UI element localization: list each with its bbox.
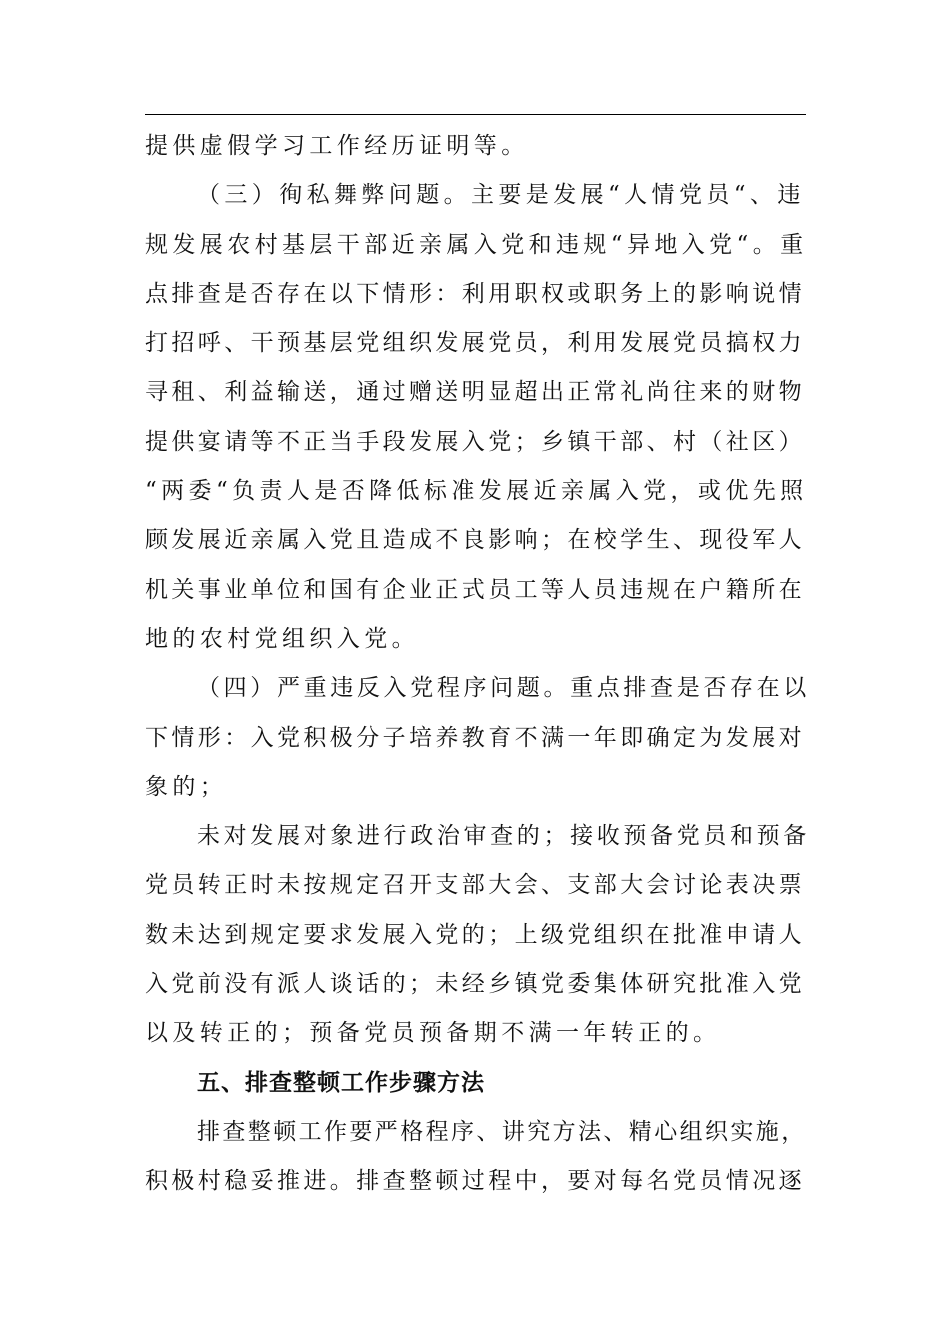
text-line: 数未达到规定要求发展入党的；上级党组织在批准申请人 [145, 921, 805, 948]
text-line: 顾发展近亲属入党且造成不良影响；在校学生、现役军人 [145, 527, 805, 554]
text-line: 打招呼、干预基层党组织发展党员，利用发展党员搞权力 [145, 330, 805, 357]
text-line: 入党前没有派人谈话的；未经乡镇党委集体研究批准入党 [145, 971, 805, 998]
text-line: 象的； [145, 773, 228, 800]
text-line: 寻租、利益输送，通过赠送明显超出正常礼尚往来的财物 [145, 379, 805, 406]
section-heading: 五、排查整顿工作步骤方法 [197, 1069, 485, 1096]
text-line: 规发展农村基层干部近亲属入党和违规“异地入党“。重 [145, 231, 808, 258]
text-line: 提供虚假学习工作经历证明等。 [145, 133, 529, 159]
header-rule [145, 114, 806, 115]
text-line: 点排查是否存在以下情形：利用职权或职务上的影响说情 [145, 280, 805, 307]
text-line: （三）徇私舞弊问题。主要是发展“人情党员“、违 [197, 182, 805, 209]
text-line: 排查整顿工作要严格程序、讲究方法、精心组织实施， [197, 1118, 807, 1145]
document-body [145, 122, 810, 1207]
text-line: （四）严重违反入党程序问题。重点排查是否存在以 [197, 675, 810, 702]
text-line: 未对发展对象进行政治审查的；接收预备党员和预备 [197, 823, 810, 850]
text-line: 以及转正的；预备党员预备期不满一年转正的。 [145, 1020, 721, 1047]
text-line: 下情形：入党积极分子培养教育不满一年即确定为发展对 [145, 724, 805, 751]
text-line: 党员转正时未按规定召开支部大会、支部大会讨论表决票 [145, 872, 805, 899]
text-line: 地的农村党组织入党。 [145, 625, 419, 652]
text-line: 机关事业单位和国有企业正式员工等人员违规在户籍所在 [145, 576, 805, 603]
text-line: “两委“负责人是否降低标准发展近亲属入党，或优先照 [145, 478, 808, 505]
text-line: 提供宴请等不正当手段发展入党；乡镇干部、村（社区） [145, 428, 805, 455]
text-line: 积极村稳妥推进。排查整顿过程中，要对每名党员情况逐 [145, 1168, 805, 1195]
